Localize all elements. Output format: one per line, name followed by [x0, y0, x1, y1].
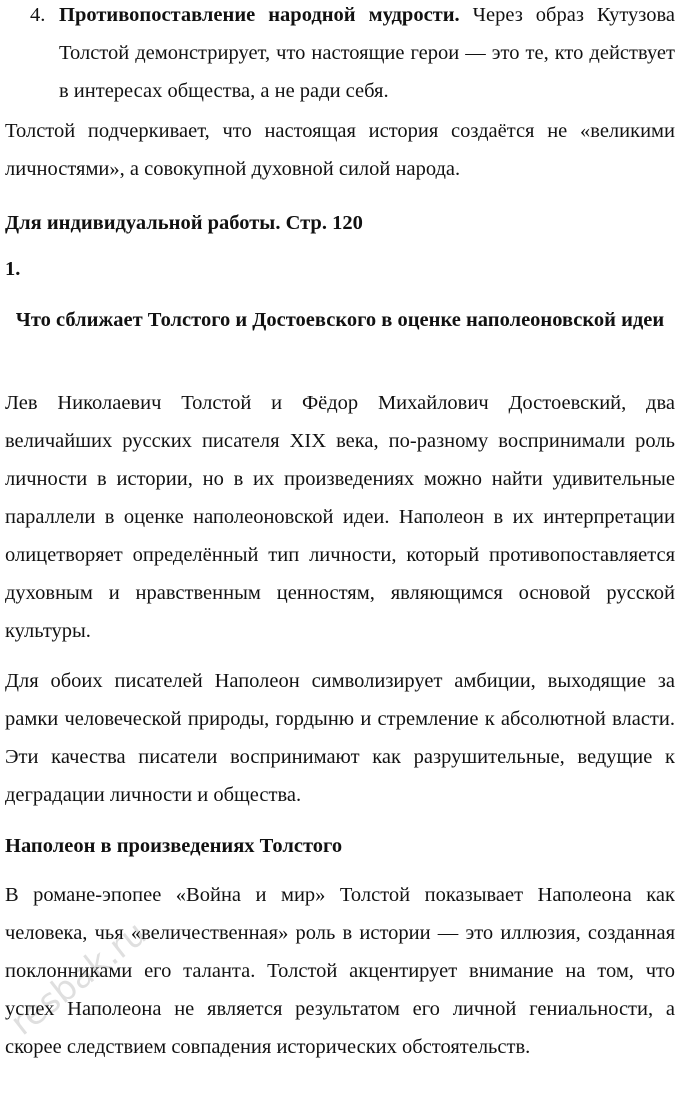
- list-item-body: Через образ Кутузова Толстой демонстрирует, что настоящие герои — это те, кто действует в интересах общества, а не ради себя.: [59, 4, 675, 102]
- list-number: 4.: [30, 4, 46, 26]
- paragraph-2: Для обоих писателей Наполеон символизирует амбиции, выходящие за рамки человеческой природы, гордыню и стремление к абсолютной власти. Эти качества писатели воспринимают как разрушительные, ведущие к деградации личности и общества.: [5, 670, 675, 806]
- subheading-tolstoy: Наполеон в произведениях Толстого: [5, 835, 343, 857]
- list-item-text: [59, 0, 675, 110]
- paragraph-history: Толстой подчеркивает, что настоящая история создаётся не «великими личностями», а совокупной духовной силой народа.: [5, 120, 675, 180]
- essay-title: Что сближает Толстого и Достоевского в оценке наполеоновской идеи: [15, 309, 665, 331]
- task-number: 1.: [5, 258, 21, 280]
- paragraph-3: В романе-эпопее «Война и мир» Толстой показывает Наполеона как человека, чья «величественная» роль в истории — это иллюзия, созданная поклонниками его таланта. Толстой акцентирует внимание на том, что успех Наполеона не является результатом его личной гениальности, а скорее следствием совпадения исторических обстоятельств.: [5, 884, 675, 1058]
- section-heading: Для индивидуальной работы. Стр. 120: [5, 212, 363, 234]
- list-item-title: Противопоставление народной мудрости.: [59, 4, 460, 26]
- paragraph-1: Лев Николаевич Толстой и Фёдор Михайлович Достоевский, два величайших русских писателя XIX века, по-разному воспринимали роль личности в истории, но в их произведениях можно найти удивительные параллели в оценке наполеоновской идеи. Наполеон в их интерпретации олицетворяет определённый тип личности, который противопоставляется духовным и нравственным ценностям, являющимся основой русской культуры.: [5, 392, 675, 642]
- watermark-text: resbak.ru: [3, 913, 155, 1044]
